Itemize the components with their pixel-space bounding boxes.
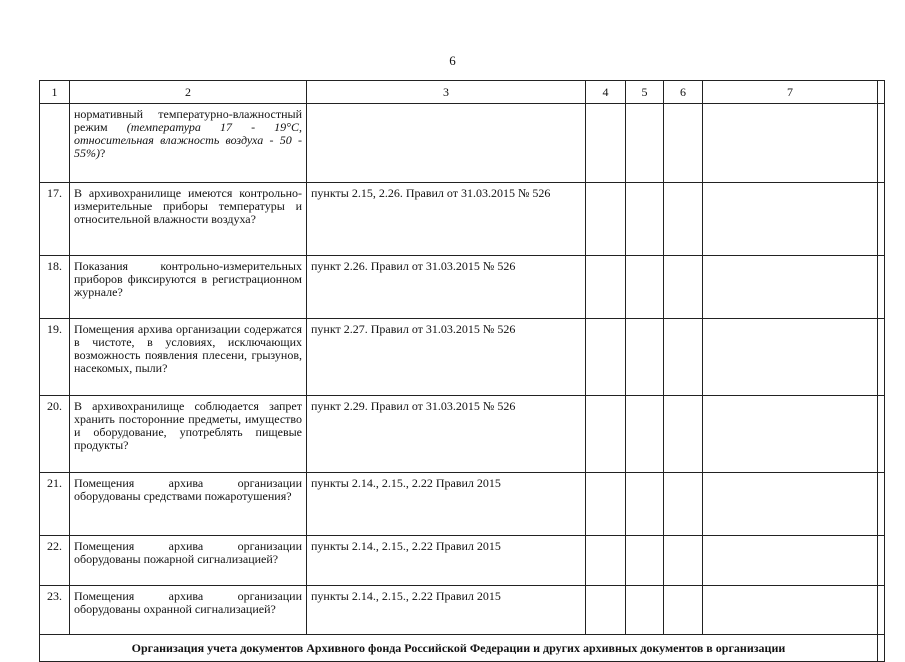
question-text: Помещения архива организации содержатся в чистоте, в условиях, исключающих возможность появления плесени, грызунов, насекомых, пыли? (70, 319, 307, 396)
edge-cell (878, 256, 885, 319)
question-text: Показания контрольно-измерительных приборов фиксируются в регистрационном журнале? (70, 256, 307, 319)
empty-cell (703, 183, 878, 256)
column-header: 5 (626, 81, 664, 104)
empty-cell (586, 536, 626, 586)
empty-cell (626, 473, 664, 536)
empty-cell (664, 586, 703, 635)
question-text: Помещения архива организации оборудованы охранной сигнализацией? (70, 586, 307, 635)
section-title: Организация учета документов Архивного фонда Российской Федерации и других архивных документов в организации (40, 635, 878, 662)
empty-cell (664, 183, 703, 256)
row-number: 19. (40, 319, 70, 396)
question-tail: ? (100, 146, 106, 160)
empty-cell (664, 473, 703, 536)
empty-cell (586, 104, 626, 183)
edge-cell (878, 319, 885, 396)
empty-cell (664, 256, 703, 319)
empty-cell (703, 586, 878, 635)
reference-cell (307, 104, 586, 183)
question-text: нормативный температурно-влажностный режим (74, 107, 302, 134)
edge-cell (878, 473, 885, 536)
empty-cell (626, 183, 664, 256)
column-header: 3 (307, 81, 586, 104)
edge-cell (878, 635, 885, 662)
column-header: 6 (664, 81, 703, 104)
column-header: 7 (703, 81, 878, 104)
reference-cell: пункты 2.14., 2.15., 2.22 Правил 2015 (307, 536, 586, 586)
empty-cell (626, 256, 664, 319)
row-number: 17. (40, 183, 70, 256)
reference-cell: пункт 2.29. Правил от 31.03.2015 № 526 (307, 396, 586, 473)
edge-cell (878, 183, 885, 256)
reference-cell: пункт 2.26. Правил от 31.03.2015 № 526 (307, 256, 586, 319)
reference-cell: пункты 2.14., 2.15., 2.22 Правил 2015 (307, 586, 586, 635)
table-row (40, 319, 885, 396)
empty-cell (586, 256, 626, 319)
empty-cell (703, 256, 878, 319)
table-row (40, 183, 885, 256)
empty-cell (586, 396, 626, 473)
empty-cell (664, 319, 703, 396)
edge-cell (878, 81, 885, 104)
checklist-table (39, 80, 885, 662)
row-number: 20. (40, 396, 70, 473)
table-row (40, 396, 885, 473)
empty-cell (586, 586, 626, 635)
empty-cell (703, 396, 878, 473)
table-header-row (40, 81, 885, 104)
empty-cell (626, 104, 664, 183)
empty-cell (703, 319, 878, 396)
empty-cell (626, 396, 664, 473)
empty-cell (586, 183, 626, 256)
empty-cell (586, 473, 626, 536)
row-number (40, 104, 70, 183)
row-number: 18. (40, 256, 70, 319)
empty-cell (664, 396, 703, 473)
empty-cell (664, 104, 703, 183)
question-text: В архивохранилище соблюдается запрет хранить посторонние предметы, имущество и оборудование, употреблять пищевые продукты? (70, 396, 307, 473)
row-number: 23. (40, 586, 70, 635)
question-text: Помещения архива организации оборудованы средствами пожаротушения? (70, 473, 307, 536)
question-cell (70, 104, 307, 183)
empty-cell (626, 586, 664, 635)
edge-cell (878, 396, 885, 473)
reference-cell: пункты 2.15, 2.26. Правил от 31.03.2015 № 526 (307, 183, 586, 256)
column-header: 1 (40, 81, 70, 104)
empty-cell (586, 319, 626, 396)
column-header: 4 (586, 81, 626, 104)
table-row (40, 104, 885, 183)
table-row (40, 256, 885, 319)
column-header: 2 (70, 81, 307, 104)
question-italic-text: (температура 17 - 19°C, относительная влажность воздуха - 50 - 55%) (74, 120, 302, 160)
question-text: В архивохранилище имеются контрольно-измерительные приборы температуры и относительной влажности воздуха? (70, 183, 307, 256)
table-row (40, 473, 885, 536)
empty-cell (703, 104, 878, 183)
empty-cell (626, 536, 664, 586)
page-number: 6 (449, 53, 456, 68)
question-text: Помещения архива организации оборудованы пожарной сигнализацией? (70, 536, 307, 586)
reference-cell: пункт 2.27. Правил от 31.03.2015 № 526 (307, 319, 586, 396)
empty-cell (703, 473, 878, 536)
section-header-row (40, 635, 885, 662)
reference-cell: пункты 2.14., 2.15., 2.22 Правил 2015 (307, 473, 586, 536)
empty-cell (703, 536, 878, 586)
row-number: 22. (40, 536, 70, 586)
edge-cell (878, 536, 885, 586)
empty-cell (664, 536, 703, 586)
row-number: 21. (40, 473, 70, 536)
edge-cell (878, 104, 885, 183)
empty-cell (626, 319, 664, 396)
edge-cell (878, 586, 885, 635)
table-row (40, 536, 885, 586)
table-row (40, 586, 885, 635)
